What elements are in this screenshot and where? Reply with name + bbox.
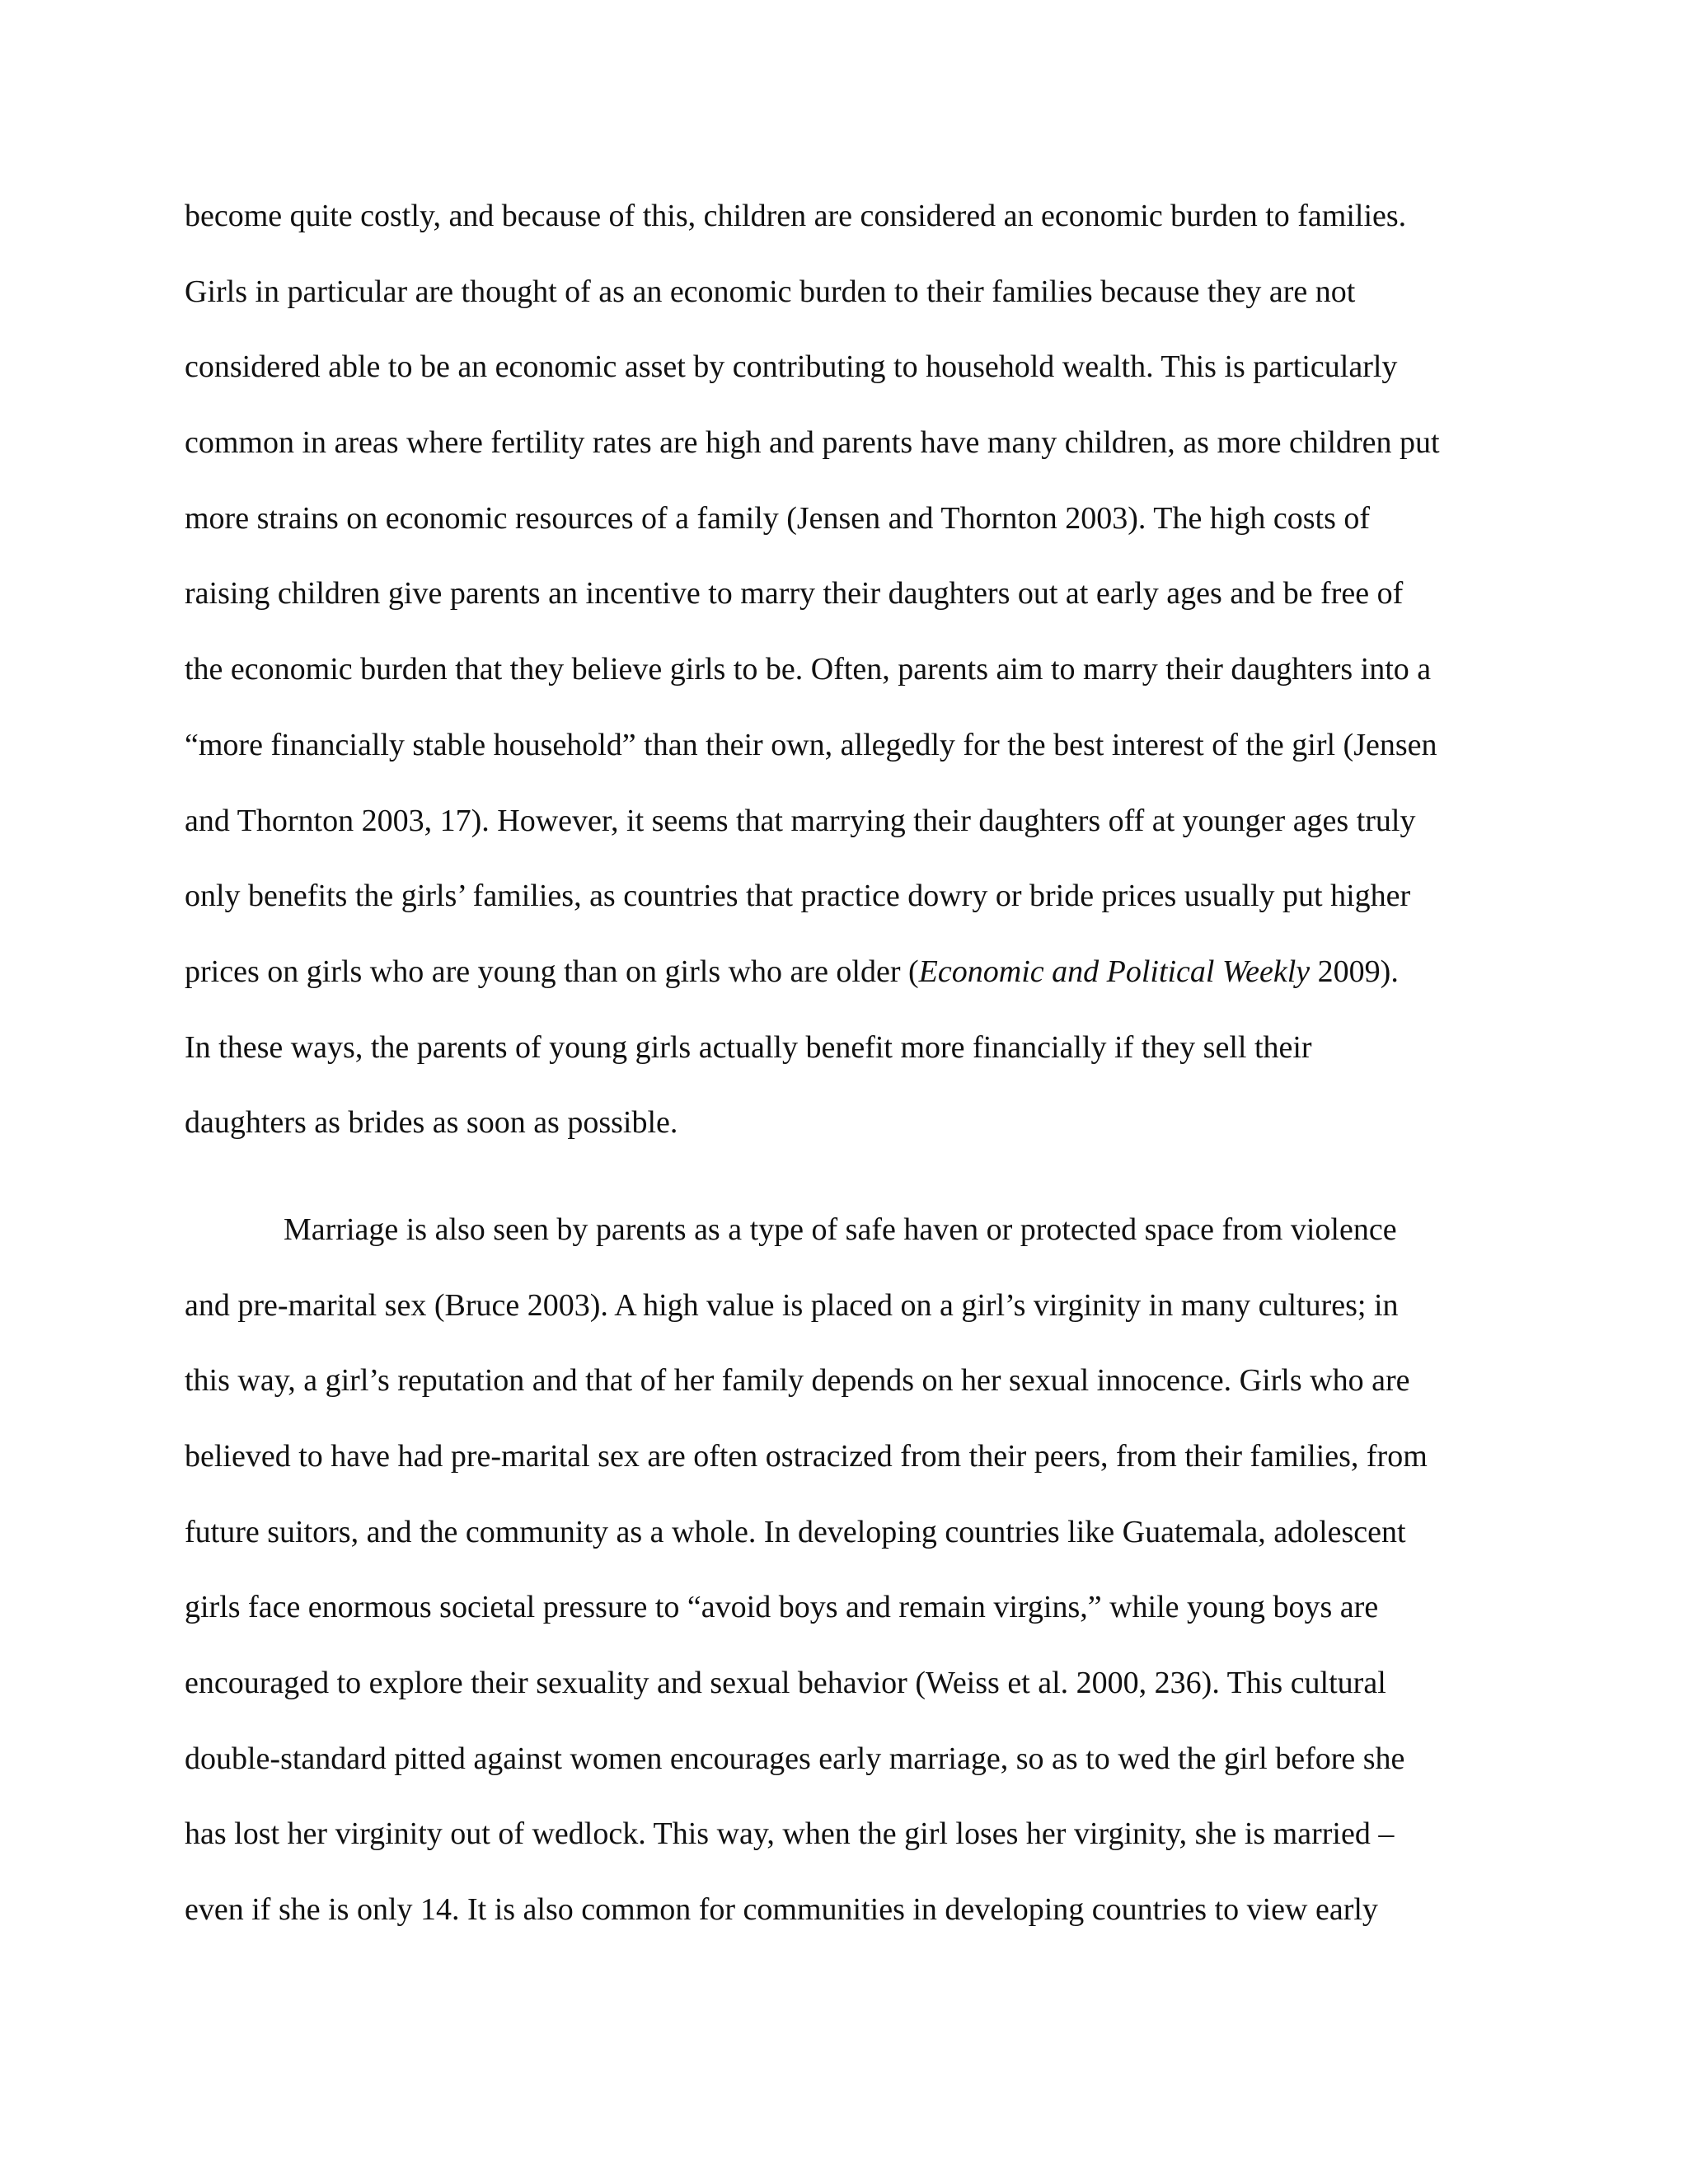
paragraph-1-line-8: “more financially stable household” than their own, allegedly for the best interest of the girl (Jensen xyxy=(185,727,1437,762)
body-text xyxy=(185,191,1520,1961)
citation-journal-title: Economic and Political Weekly xyxy=(918,954,1311,989)
paragraph-1-line-7: the economic burden that they believe girls to be. Often, parents aim to marry their daughters into a xyxy=(185,652,1432,687)
paragraph-1-line-6: raising children give parents an incentive to marry their daughters out at early ages and be free of xyxy=(185,576,1404,612)
paragraph-2-line-2: and pre-marital sex (Bruce 2003). A high value is placed on a girl’s virginity in many cultures; in xyxy=(185,1287,1399,1323)
paragraph-1-line-11 xyxy=(185,947,1520,1023)
paragraph-1-line-4: common in areas where fertility rates are high and parents have many children, as more children put xyxy=(185,425,1440,461)
paragraph-1-line-2: Girls in particular are thought of as an economic burden to their families because they are not xyxy=(185,274,1356,309)
paragraph-1-line-9: and Thornton 2003, 17). However, it seems that marrying their daughters off at younger ages truly xyxy=(185,803,1416,838)
paragraph-2-line-4: believed to have had pre-marital sex are often ostracized from their peers, from their families, from xyxy=(185,1439,1428,1474)
paragraph-2-line-3: this way, a girl’s reputation and that of her family depends on her sexual innocence. Girls who are xyxy=(185,1363,1410,1399)
paragraph-2-line-7: encouraged to explore their sexuality and sexual behavior (Weiss et al. 2000, 236). This cultural xyxy=(185,1666,1386,1701)
paragraph-gap xyxy=(185,1174,1520,1205)
paragraph-1-line-5: more strains on economic resources of a family (Jensen and Thornton 2003). The high costs of xyxy=(185,500,1371,536)
paragraph-1-line-12: In these ways, the parents of young girls actually benefit more financially if they sell their xyxy=(185,1029,1312,1065)
paragraph-2-line-9: has lost her virginity out of wedlock. This way, when the girl loses her virginity, she is married – xyxy=(185,1816,1395,1852)
paragraph-2-line-1: Marriage is also seen by parents as a type of safe haven or protected space from violence xyxy=(284,1212,1397,1247)
paragraph-2-line-10: even if she is only 14. It is also common for communities in developing countries to view early xyxy=(185,1892,1378,1928)
paragraph-2-line-8: double-standard pitted against women encourages early marriage, so as to wed the girl before she xyxy=(185,1741,1405,1776)
paragraph-2-line-5: future suitors, and the community as a whole. In developing countries like Guatemala, adolescent xyxy=(185,1514,1406,1549)
paragraph-1-line-3: considered able to be an economic asset by contributing to household wealth. This is particularly xyxy=(185,349,1398,385)
paragraph-1-line-13: daughters as brides as soon as possible. xyxy=(185,1105,678,1141)
paragraph-1-line-10: only benefits the girls’ families, as countries that practice dowry or bride prices usually put higher xyxy=(185,879,1411,914)
citation-text-after: 2009). xyxy=(1310,954,1399,989)
citation-text-before: prices on girls who are young than on girls who are older ( xyxy=(185,954,919,989)
paragraph-2-line-6: girls face enormous societal pressure to “avoid boys and remain virgins,” while young boys are xyxy=(185,1590,1379,1625)
paragraph-1-line-1: become quite costly, and because of this, children are considered an economic burden to families. xyxy=(185,199,1407,233)
